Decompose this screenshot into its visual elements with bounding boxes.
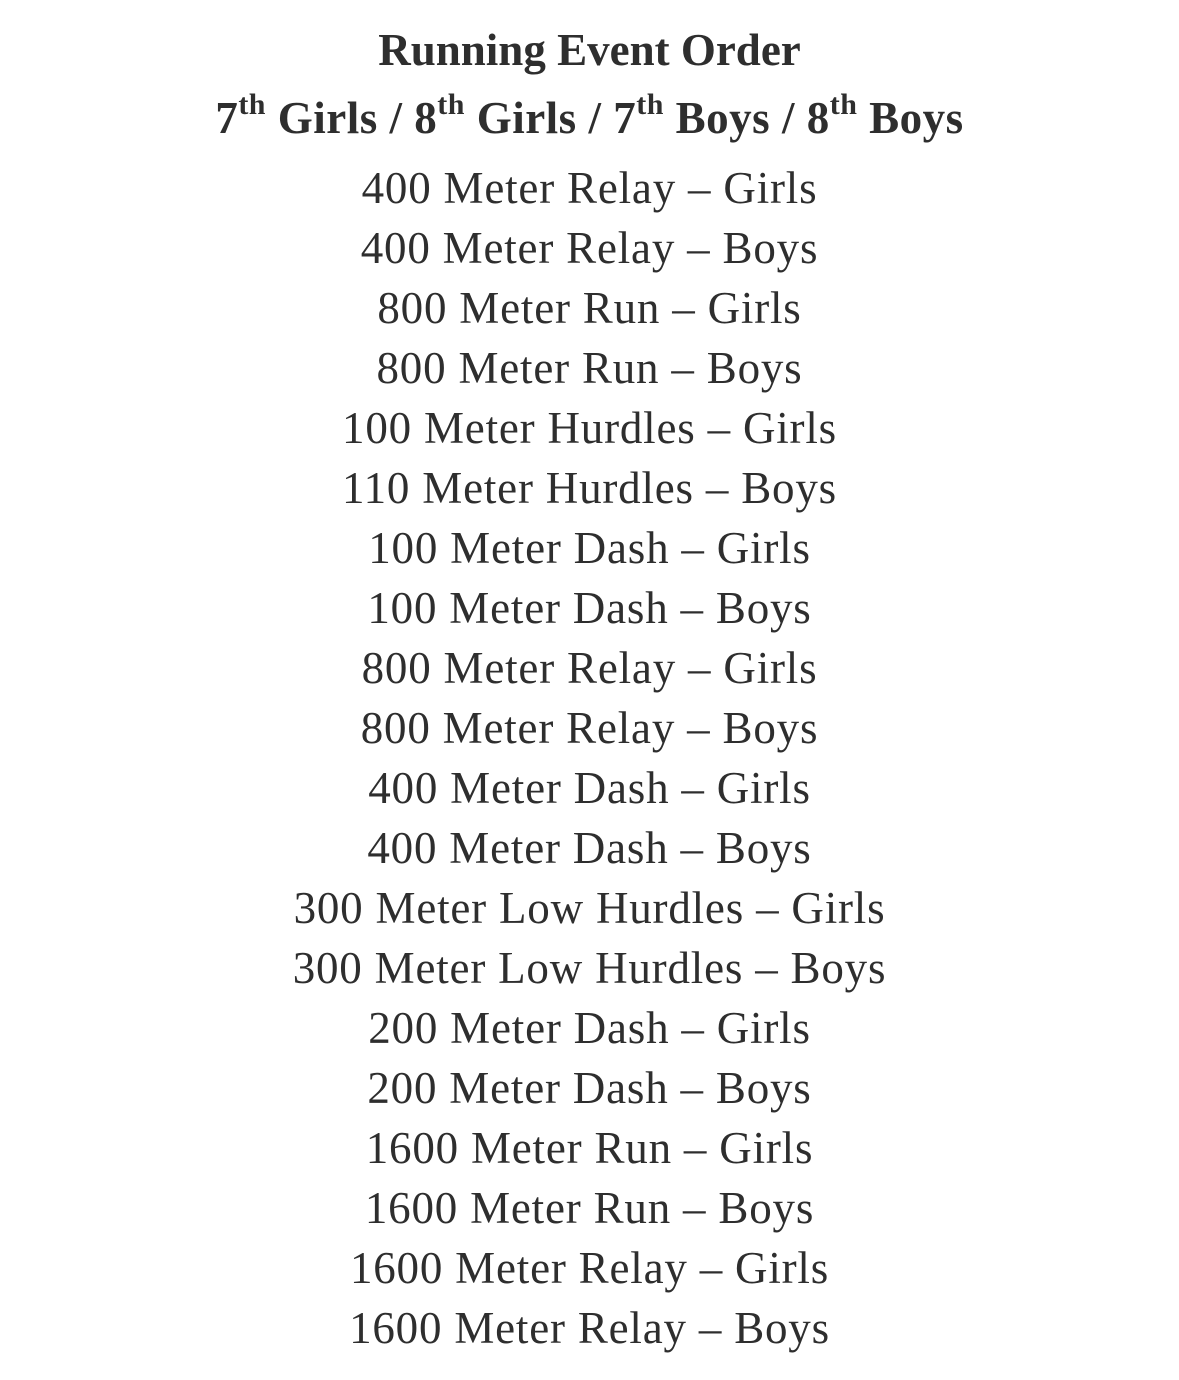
grade-number: 8 [414, 93, 438, 143]
grade-group [613, 88, 771, 143]
event-item: 1600 Meter Run – Girls [365, 1123, 814, 1173]
event-item: 300 Meter Low Hurdles – Boys [292, 943, 887, 993]
grade-suffix: th [636, 88, 664, 121]
document [0, 22, 1179, 1358]
grade-group [806, 88, 964, 143]
separator: / [377, 93, 415, 143]
event-item: 200 Meter Dash – Girls [368, 1003, 811, 1053]
event-item: 100 Meter Dash – Boys [367, 583, 812, 633]
grade-group [414, 88, 577, 143]
event-item: 400 Meter Relay – Girls [361, 163, 818, 213]
grade-label: Girls [476, 93, 577, 143]
event-item: 400 Meter Dash – Girls [368, 763, 811, 813]
event-item: 300 Meter Low Hurdles – Girls [293, 883, 886, 933]
separator: / [576, 93, 614, 143]
grade-suffix: th [238, 88, 266, 121]
event-item: 200 Meter Dash – Boys [367, 1063, 812, 1113]
event-item: 400 Meter Relay – Boys [360, 223, 819, 273]
event-item: 800 Meter Relay – Boys [360, 703, 819, 753]
grade-label: Girls [277, 93, 378, 143]
grade-group [215, 88, 378, 143]
grade-label: Boys [675, 93, 771, 143]
grade-number: 7 [215, 93, 239, 143]
event-item: 800 Meter Relay – Girls [361, 643, 818, 693]
event-list [0, 158, 1179, 1358]
event-item: 110 Meter Hurdles – Boys [342, 463, 837, 513]
event-item: 800 Meter Run – Boys [376, 343, 803, 393]
event-item: 100 Meter Dash – Girls [368, 523, 811, 573]
event-item: 1600 Meter Relay – Boys [349, 1303, 830, 1353]
grade-group-heading [0, 78, 1179, 158]
event-item: 1600 Meter Relay – Girls [349, 1243, 830, 1293]
grade-number: 7 [613, 93, 637, 143]
grade-label: Boys [869, 93, 964, 143]
event-item: 400 Meter Dash – Boys [367, 823, 812, 873]
grade-suffix: th [829, 88, 858, 121]
event-item: 100 Meter Hurdles – Girls [342, 403, 837, 453]
event-item: 1600 Meter Run – Boys [364, 1183, 815, 1233]
event-item: 800 Meter Run – Girls [377, 283, 802, 333]
page-title: Running Event Order [378, 25, 801, 75]
grade-number: 8 [806, 93, 830, 143]
separator: / [770, 93, 807, 143]
grade-suffix: th [437, 88, 465, 121]
